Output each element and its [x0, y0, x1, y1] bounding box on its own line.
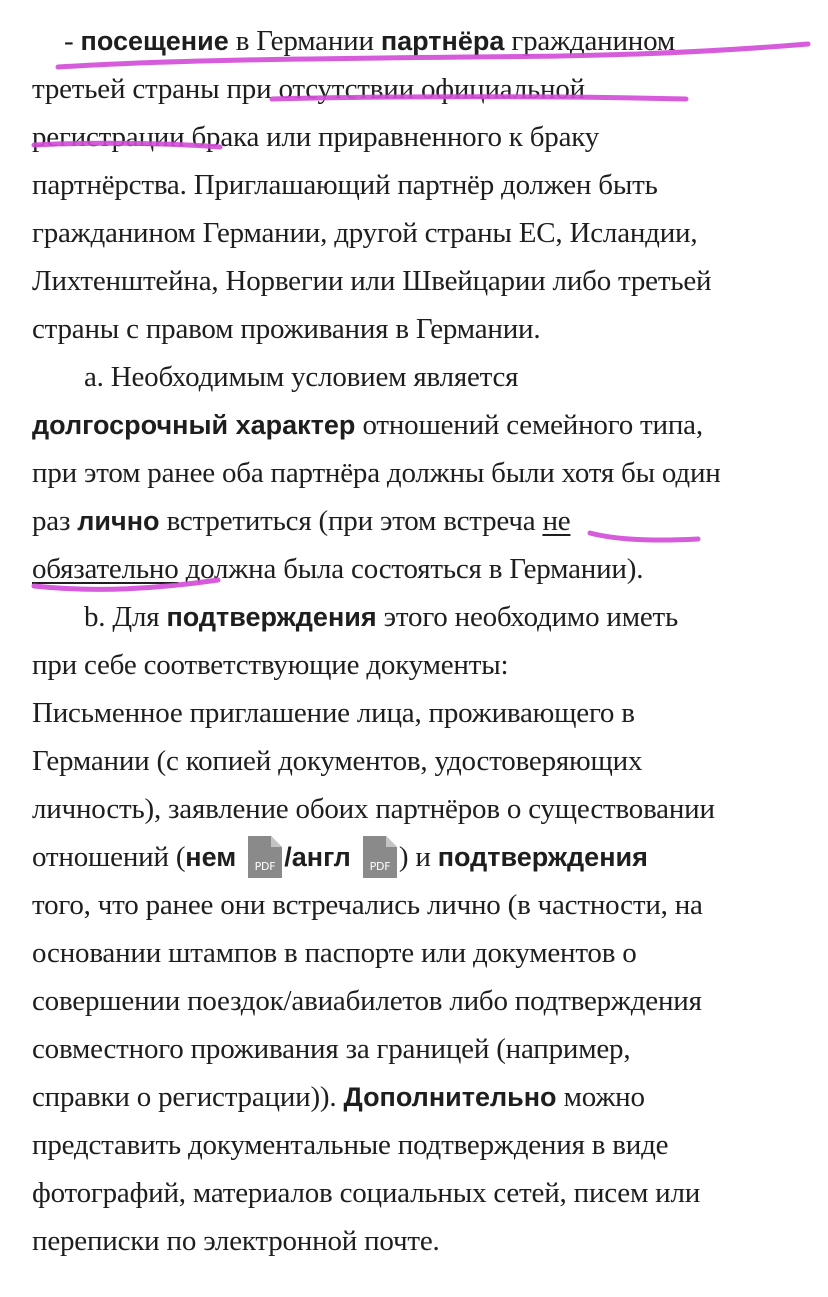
text-line — [32, 545, 643, 593]
text-line: партнёрства. Приглашающий партнёр должен быть — [32, 169, 658, 201]
text-span: этого необходимо иметь — [376, 601, 679, 633]
text-span: гражданином — [504, 25, 676, 57]
text-line: совместного проживания за границей (например, — [32, 1033, 631, 1065]
text-span: в Германии — [228, 25, 381, 57]
text-line: Письменное приглашение лица, проживающего в — [32, 697, 635, 729]
text-span: ) и — [398, 841, 438, 873]
text-span: можно — [556, 1081, 645, 1113]
text-span: должна была состояться в Германии). — [178, 553, 644, 585]
underlined-text: не — [542, 505, 571, 537]
text-span: или приравненного к браку — [259, 121, 600, 153]
text-span: справки о регистрации)). — [32, 1081, 344, 1113]
link-form-german[interactable]: нем — [185, 842, 237, 872]
text-span: b. Для — [84, 601, 167, 633]
text-line: третьей страны при отсутствии официальной — [32, 73, 585, 105]
link-form-english[interactable]: англ — [291, 842, 351, 872]
pdf-label: PDF — [369, 860, 391, 873]
text-line — [32, 497, 570, 545]
text-span: регистрации брака — [32, 121, 260, 153]
text-line: гражданином Германии, другой страны ЕС, Исландии, — [32, 217, 698, 249]
text-line: того, что ранее они встречались лично (в частности, на — [32, 889, 703, 921]
text-span: отношений ( — [32, 841, 186, 873]
keyword-visit: посещение — [80, 26, 229, 56]
text-line: при этом ранее оба партнёра должны были хотя бы один — [32, 457, 721, 489]
text-line: личность), заявление обоих партнёров о существовании — [32, 793, 715, 825]
text-line: совершении поездок/авиабилетов либо подтверждения — [32, 985, 702, 1017]
text-line — [64, 17, 675, 65]
keyword-confirmation: подтверждения — [437, 842, 648, 872]
keyword-confirmation: подтверждения — [166, 602, 377, 632]
text-line — [32, 401, 703, 449]
keyword-long-term: долгосрочный характер — [32, 410, 356, 440]
text-line: при себе соответствующие документы: — [32, 649, 509, 681]
text-line: фотографий, материалов социальных сетей, писем или — [32, 1177, 701, 1209]
text-span: отношений семейного типа, — [355, 409, 703, 441]
highlighter-stroke — [590, 533, 698, 540]
keyword-personally: лично — [77, 506, 160, 536]
text-line: Лихтенштейна, Норвегии или Швейцарии либо третьей — [32, 265, 712, 297]
text-line — [84, 593, 678, 641]
text-line: Германии (с копией документов, удостоверяющих — [32, 745, 643, 777]
list-dash: - — [64, 25, 81, 57]
text-span: / — [284, 842, 292, 872]
text-line: страны с правом проживания в Германии. — [32, 313, 541, 345]
text-line — [32, 113, 599, 161]
underlined-text: обязательно — [32, 553, 179, 585]
text-line: основании штампов в паспорте или документов о — [32, 937, 637, 969]
text-line: представить документальные подтверждения в виде — [32, 1129, 669, 1161]
text-line — [32, 833, 648, 881]
pdf-file-icon[interactable] — [363, 836, 397, 878]
pdf-file-icon[interactable] — [248, 836, 282, 878]
text-span: встретиться (при этом встреча — [159, 505, 543, 537]
text-line: a. Необходимым условием является — [84, 361, 519, 393]
text-line — [32, 1073, 645, 1121]
pdf-label: PDF — [254, 860, 276, 873]
keyword-additionally: Дополнительно — [343, 1082, 557, 1112]
text-line: переписки по электронной почте. — [32, 1225, 440, 1257]
keyword-partner: партнёра — [380, 26, 505, 56]
text-span: раз — [32, 505, 78, 537]
